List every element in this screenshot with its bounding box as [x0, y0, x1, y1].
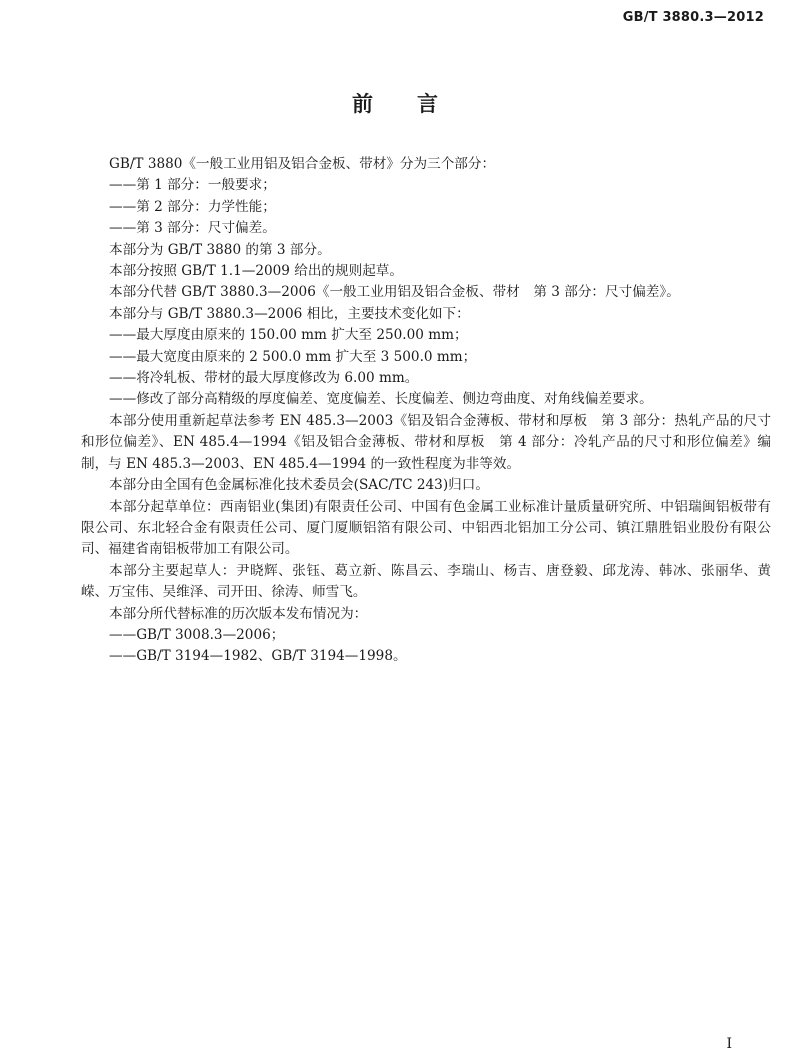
list-item-change-thickness: ——最大厚度由原来的 150.00 mm 扩大至 250.00 mm； — [109, 327, 468, 344]
paragraph-changes-intro: 本部分与 GB/T 3880.3—2006 相比，主要技术变化如下： — [109, 305, 470, 322]
paragraph-committee: 本部分由全国有色金属标准化技术委员会(SAC/TC 243)归口。 — [109, 477, 489, 494]
list-item-history-2: ——GB/T 3194—1982、GB/T 3194—1998。 — [109, 648, 407, 665]
paragraph-part-statement: 本部分为 GB/T 3880 的第 3 部分。 — [109, 241, 331, 258]
paragraph-replaces: 本部分代替 GB/T 3880.3—2006《一般工业用铝及铝合金板、带材 第 3 部分：尺寸偏差》。 — [109, 284, 680, 301]
paragraph-reference-standards: 本部分使用重新起草法参考 EN 485.3—2003《铝及铝合金薄板、带材和厚板 第 3 部分：热轧产品的尺寸和形位偏差》、EN 485.4—1994《铝及铝合金薄板、带材和厚板 第 4 部分：冷轧产品的尺寸和形位偏差》编制，与 EN 485.3—2003、EN 485.4—1994 的一致性程度为非等效。 — [81, 412, 771, 472]
paragraph-drafters: 本部分主要起草人：尹晓辉、张钰、葛立新、陈昌云、李瑞山、杨吉、唐登毅、邱龙涛、韩冰、张丽华、黄嵘、万宝伟、吴维泽、司开田、徐涛、师雪飞。 — [81, 562, 771, 601]
paragraph-drafting-rules: 本部分按照 GB/T 1.1—2009 给出的规则起草。 — [109, 263, 403, 280]
page-title: 前言 — [352, 92, 482, 116]
list-item-history-1: ——GB/T 3008.3—2006； — [109, 626, 285, 643]
paragraph-drafting-units: 本部分起草单位：西南铝业(集团)有限责任公司、中国有色金属工业标准计量质量研究所、中铝瑞闽铝板带有限公司、东北轻合金有限责任公司、厦门厦顺铝箔有限公司、中铝西北铝加工分公司、镇江鼎胜铝业股份有限公司、福建省南铝板带加工有限公司。 — [81, 498, 771, 558]
list-item-part-3: ——第 3 部分：尺寸偏差。 — [109, 220, 276, 237]
page-number: I — [726, 1036, 732, 1052]
list-item-part-1: ——第 1 部分：一般要求； — [109, 177, 276, 194]
list-item-change-tolerances: ——修改了部分高精级的厚度偏差、宽度偏差、长度偏差、侧边弯曲度、对角线偏差要求。 — [109, 391, 653, 408]
list-item-change-cold-rolled: ——将冷轧板、带材的最大厚度修改为 6.00 mm。 — [109, 370, 419, 387]
standard-number: GB/T 3880.3—2012 — [622, 10, 764, 25]
list-item-part-2: ——第 2 部分：力学性能； — [109, 198, 276, 215]
list-item-change-width: ——最大宽度由原来的 2 500.0 mm 扩大至 3 500.0 mm； — [109, 348, 477, 365]
paragraph-history-intro: 本部分所代替标准的历次版本发布情况为： — [109, 605, 368, 622]
foreword-body — [81, 154, 771, 668]
paragraph-intro: GB/T 3880《一般工业用铝及铝合金板、带材》分为三个部分： — [109, 156, 496, 172]
